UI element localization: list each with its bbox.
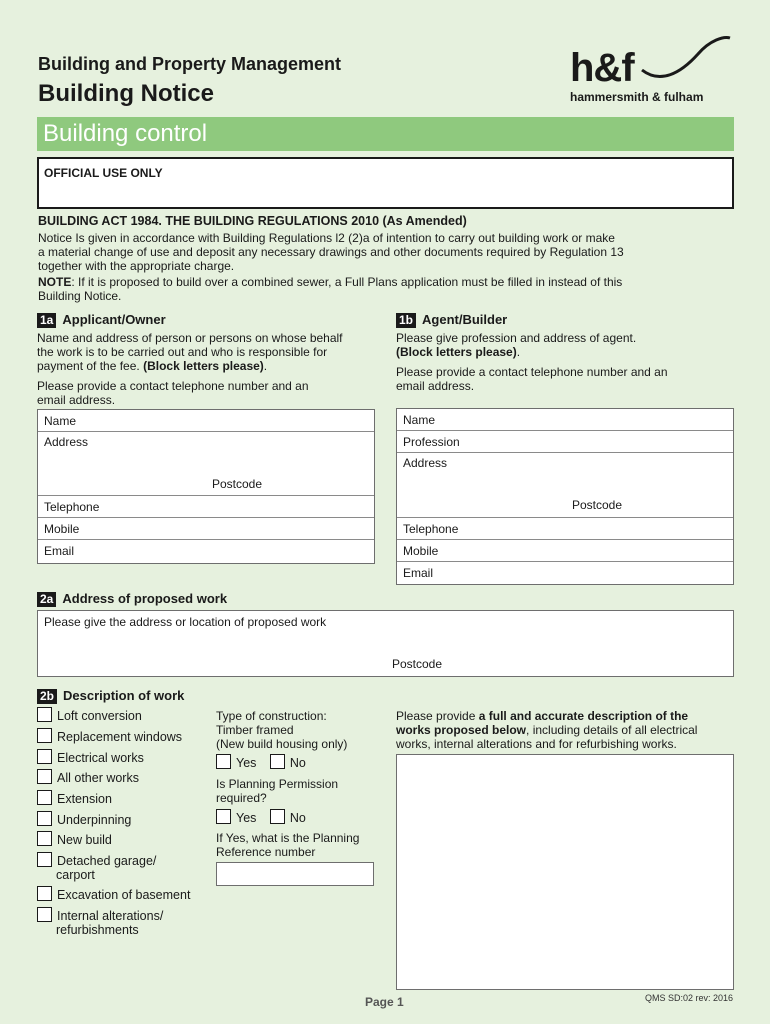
note-text (38, 275, 728, 303)
desc-line: Please provide a contact telephone number and an (37, 379, 309, 393)
work-type-option[interactable] (37, 907, 163, 937)
postcode-label: Postcode (572, 498, 623, 512)
field-label: Name (44, 414, 77, 428)
checkbox[interactable] (37, 790, 52, 805)
notice-line: a material change of use and deposit any necessary drawings and other documents required by Regulation 13 (38, 245, 624, 259)
block-letters-note: (Block letters please) (396, 345, 517, 359)
section-title: Address of proposed work (62, 591, 228, 606)
section-title: Agent/Builder (422, 312, 508, 327)
work-description-instructions (396, 709, 736, 751)
option-label: Underpinning (57, 813, 132, 827)
checkbox[interactable] (37, 749, 52, 764)
option-label: Electrical works (57, 751, 144, 765)
applicant-name-field[interactable] (38, 410, 374, 432)
notice-line: together with the appropriate charge. (38, 259, 235, 273)
work-type-option[interactable] (37, 811, 131, 827)
planning-reference-input[interactable] (216, 862, 374, 886)
work-type-option[interactable] (37, 852, 156, 882)
desc-line: Please give profession and address of agent. (396, 331, 637, 345)
field-label: Telephone (44, 500, 100, 514)
no-option[interactable] (270, 811, 306, 825)
desc-line: email address. (396, 379, 475, 393)
checkbox[interactable] (37, 769, 52, 784)
work-type-option[interactable] (37, 707, 142, 723)
question-line: required? (216, 791, 267, 805)
question-line: (New build housing only) (216, 737, 348, 751)
option-label: New build (57, 833, 112, 847)
option-label: Yes (236, 756, 257, 770)
note-line: : If it is proposed to build over a combined sewer, a Full Plans application must be filled in instead of this (71, 275, 623, 289)
question-line: If Yes, what is the Planning (216, 831, 360, 845)
note-label: NOTE (38, 275, 72, 289)
proposed-work-address-field[interactable] (37, 610, 734, 677)
document-title: Building Notice (38, 80, 214, 107)
option-label: Excavation of basement (57, 888, 191, 902)
question-line: Timber framed (216, 723, 294, 737)
agent-name-field[interactable] (397, 409, 733, 431)
section-1a-heading (37, 311, 166, 329)
agent-address-field[interactable] (397, 453, 733, 518)
question-line: Is Planning Permission (216, 777, 339, 791)
checkbox[interactable] (37, 831, 52, 846)
timber-framed-options (216, 754, 306, 770)
agent-email-field[interactable] (397, 562, 733, 584)
desc-line: email address. (37, 393, 116, 407)
section-1a-description (37, 331, 377, 407)
applicant-email-field[interactable] (38, 540, 374, 562)
construction-type-question (216, 709, 347, 751)
checkbox[interactable] (216, 809, 231, 824)
checkbox[interactable] (216, 754, 231, 769)
checkbox[interactable] (37, 907, 52, 922)
section-banner (37, 117, 734, 151)
yes-option[interactable] (216, 811, 256, 825)
option-label: Loft conversion (57, 709, 142, 723)
section-number: 2b (37, 689, 57, 704)
applicant-telephone-field[interactable] (38, 496, 374, 518)
section-1b-heading (396, 311, 507, 329)
document-reference: QMS SD:02 rev: 2016 (645, 993, 734, 1003)
checkbox[interactable] (37, 811, 52, 826)
section-title: Applicant/Owner (62, 312, 166, 327)
checkbox[interactable] (270, 754, 285, 769)
planning-permission-question (216, 777, 338, 805)
field-label: Profession (403, 435, 460, 449)
checkbox[interactable] (37, 707, 52, 722)
agent-mobile-field[interactable] (397, 540, 733, 562)
desc-line: . (263, 359, 268, 373)
banner-title: Building control (43, 120, 208, 147)
applicant-form (37, 409, 375, 564)
section-number: 1b (396, 313, 416, 328)
section-title: Description of work (63, 688, 185, 703)
agent-form (396, 408, 734, 585)
field-label: Telephone (403, 522, 459, 536)
checkbox[interactable] (37, 852, 52, 867)
official-use-label: OFFICIAL USE ONLY (44, 166, 163, 180)
field-label: Name (403, 413, 436, 427)
field-label: Email (403, 566, 434, 580)
desc-line: payment of the fee. (37, 359, 140, 373)
option-label: No (289, 811, 306, 825)
option-label: refurbishments (56, 923, 139, 937)
page-number: Page 1 (365, 995, 404, 1009)
logo-text: hammersmith & fulham (570, 90, 704, 104)
field-label: Mobile (44, 522, 80, 536)
instruction-text: , including details of all electrical (526, 723, 698, 737)
postcode-label: Postcode (212, 477, 263, 491)
planning-permission-options (216, 809, 306, 825)
section-2a-heading (37, 590, 227, 608)
option-label: Extension (57, 792, 112, 806)
act-heading: BUILDING ACT 1984. THE BUILDING REGULATIONS 2010 (As Amended) (38, 214, 467, 228)
field-label: Address (44, 435, 89, 449)
field-label: Please give the address or location of proposed work (44, 615, 327, 629)
option-label: Internal alterations/ (57, 909, 164, 923)
block-letters-note: (Block letters please) (143, 359, 264, 373)
section-2b-heading (37, 687, 184, 705)
checkbox[interactable] (270, 809, 285, 824)
work-type-option[interactable] (37, 831, 112, 847)
note-line: Building Notice. (38, 289, 122, 303)
question-line: Reference number (216, 845, 316, 859)
logo-mark: h&f (570, 46, 634, 90)
option-label: Detached garage/ (57, 854, 157, 868)
department-heading: Building and Property Management (38, 54, 342, 74)
checkbox[interactable] (37, 728, 52, 743)
logo-swoosh-icon (640, 34, 732, 80)
desc-line: Please provide a contact telephone number and an (396, 365, 668, 379)
question-line: Type of construction: (216, 709, 327, 723)
applicant-mobile-field[interactable] (38, 518, 374, 540)
no-option[interactable] (270, 756, 306, 770)
section-number: 2a (37, 592, 56, 607)
checkbox[interactable] (37, 886, 52, 901)
applicant-address-field[interactable] (38, 432, 374, 496)
agent-profession-field[interactable] (397, 431, 733, 453)
desc-line: the work is to be carried out and who is responsible for (37, 345, 328, 359)
work-type-option[interactable] (37, 749, 144, 765)
official-use-box (37, 157, 734, 209)
work-type-option[interactable] (37, 769, 139, 785)
instruction-text: Please provide (396, 709, 476, 723)
section-number: 1a (37, 313, 56, 328)
field-label: Mobile (403, 544, 439, 558)
option-label: Replacement windows (57, 730, 183, 744)
instruction-text: works, internal alterations and for refurbishing works. (396, 737, 677, 751)
field-label: Email (44, 544, 75, 558)
notice-line: Notice Is given in accordance with Building Regulations l2 (2)a of intention to carry out building work or make (38, 231, 615, 245)
planning-reference-question (216, 831, 359, 859)
desc-line: Name and address of person or persons on whose behalf (37, 331, 343, 345)
notice-text (38, 231, 728, 273)
agent-telephone-field[interactable] (397, 518, 733, 540)
option-label: Yes (236, 811, 257, 825)
hf-logo (570, 34, 730, 104)
work-type-option[interactable] (37, 886, 190, 902)
work-type-option[interactable] (37, 728, 182, 744)
field-label: Address (403, 456, 448, 470)
postcode-label: Postcode (392, 657, 443, 671)
desc-line: . (516, 345, 521, 359)
yes-option[interactable] (216, 756, 256, 770)
option-label: carport (56, 868, 95, 882)
section-1b-description (396, 331, 732, 393)
instruction-emphasis: works proposed below (396, 723, 527, 737)
work-type-option[interactable] (37, 790, 112, 806)
instruction-emphasis: a full and accurate description of the (478, 709, 689, 723)
work-description-textarea[interactable] (396, 754, 734, 990)
option-label: All other works (57, 771, 139, 785)
option-label: No (289, 756, 306, 770)
